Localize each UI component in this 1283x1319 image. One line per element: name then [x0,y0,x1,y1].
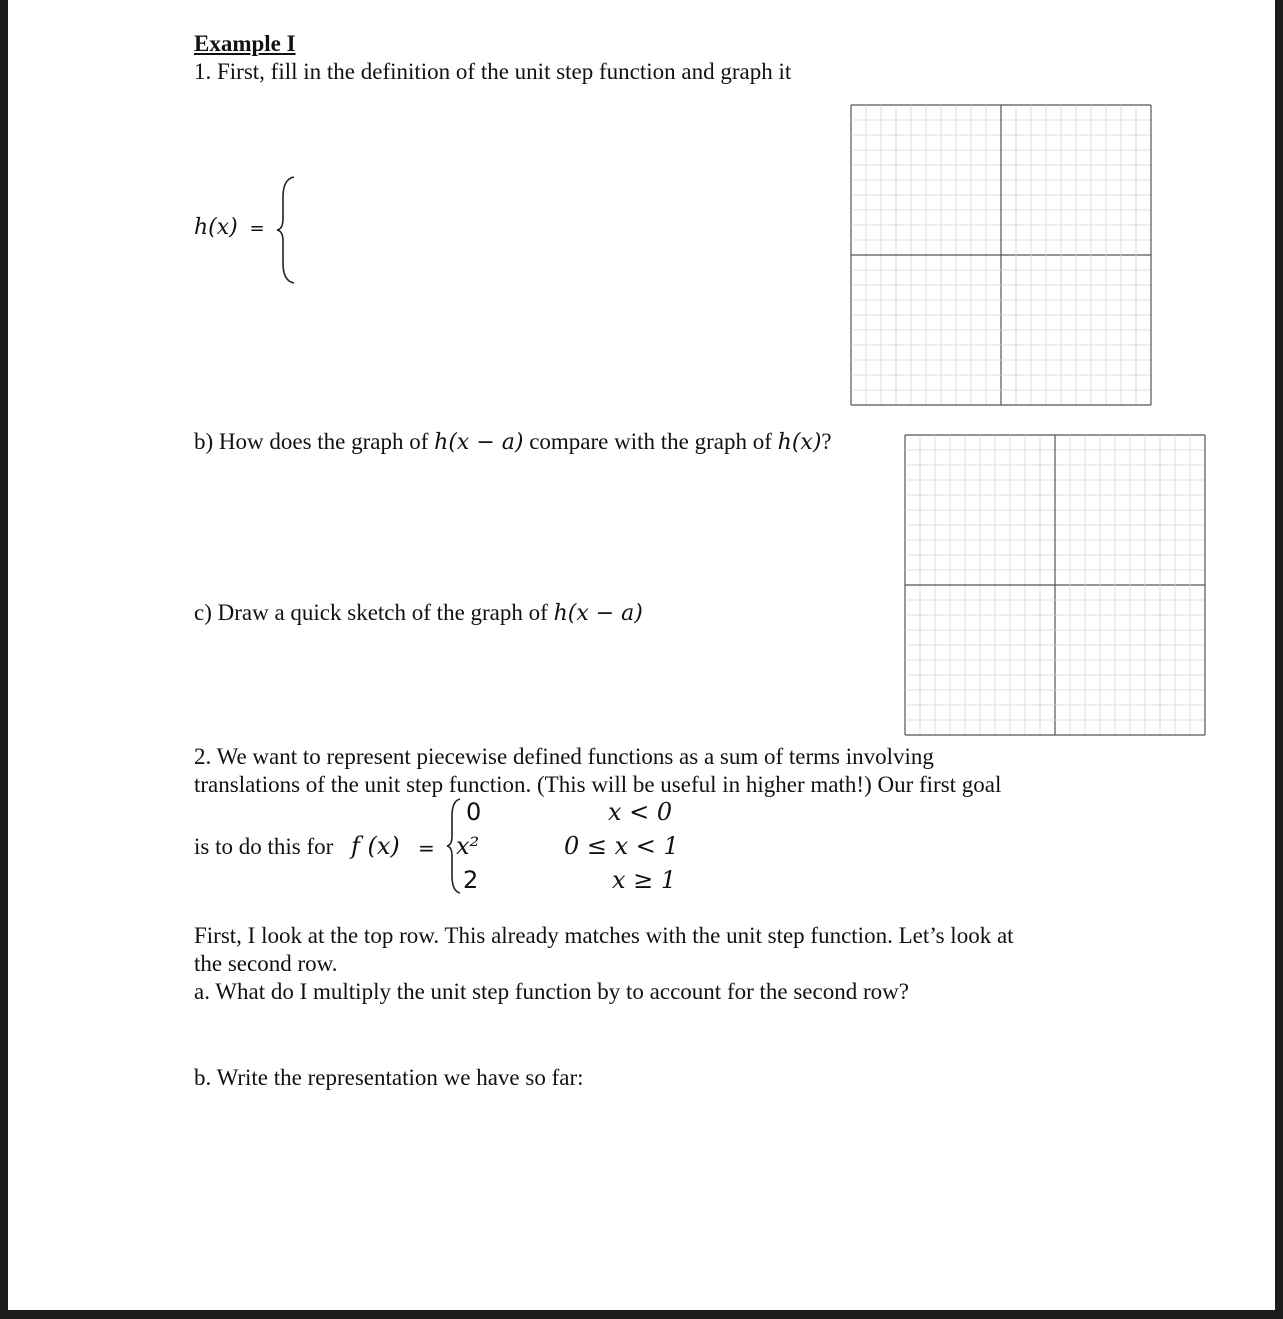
case-2-condition: 0 ≤ x < 1 [564,832,679,860]
q1b-suffix: ? [821,429,832,454]
case-1-value: 0 [466,798,482,826]
example-title: Example I [194,31,296,56]
fx-equals: = [418,836,435,860]
question-2-line-1: 2. We want to represent piecewise defined functions as a sum of terms involving [194,744,934,769]
q1b-expr-shift: h(x − a) [434,430,524,455]
hx-equals: = [249,218,265,239]
fx-label: f (x) [351,832,400,860]
left-brace-icon [274,175,298,285]
hx-definition [194,213,265,243]
paragraph-line-1: First, I look at the top row. This already matches with the unit step function. Let’s look at [194,923,1014,948]
case-1-condition: x < 0 [608,798,673,826]
question-1c [194,599,643,628]
paragraph-line-2: the second row. [194,951,338,976]
hx-label: h(x) [194,215,238,240]
case-3-condition: x ≥ 1 [612,866,677,894]
q1c-prefix: c) Draw a quick sketch of the graph of [194,600,548,625]
case-2-value: x² [456,832,480,860]
graph-grid-1[interactable] [850,104,1152,406]
question-2-line-2: translations of the unit step function. (This will be useful in higher math!) Our first goal [194,772,1002,797]
q1b-mid: compare with the graph of [529,429,772,454]
q1c-expr: h(x − a) [553,601,643,626]
question-2b: b. Write the representation we have so far: [194,1065,584,1090]
q1b-expr-hx: h(x) [777,430,822,455]
worksheet-page [8,0,1275,1310]
case-3-value: 2 [463,866,479,894]
q1b-prefix: b) How does the graph of [194,429,429,454]
question-2-intro: is to do this for [194,834,334,859]
question-2a: a. What do I multiply the unit step function by to account for the second row? [194,979,909,1004]
question-1b [194,428,832,457]
question-1-prompt: 1. First, fill in the definition of the unit step function and graph it [194,59,792,84]
graph-grid-2[interactable] [904,434,1206,736]
